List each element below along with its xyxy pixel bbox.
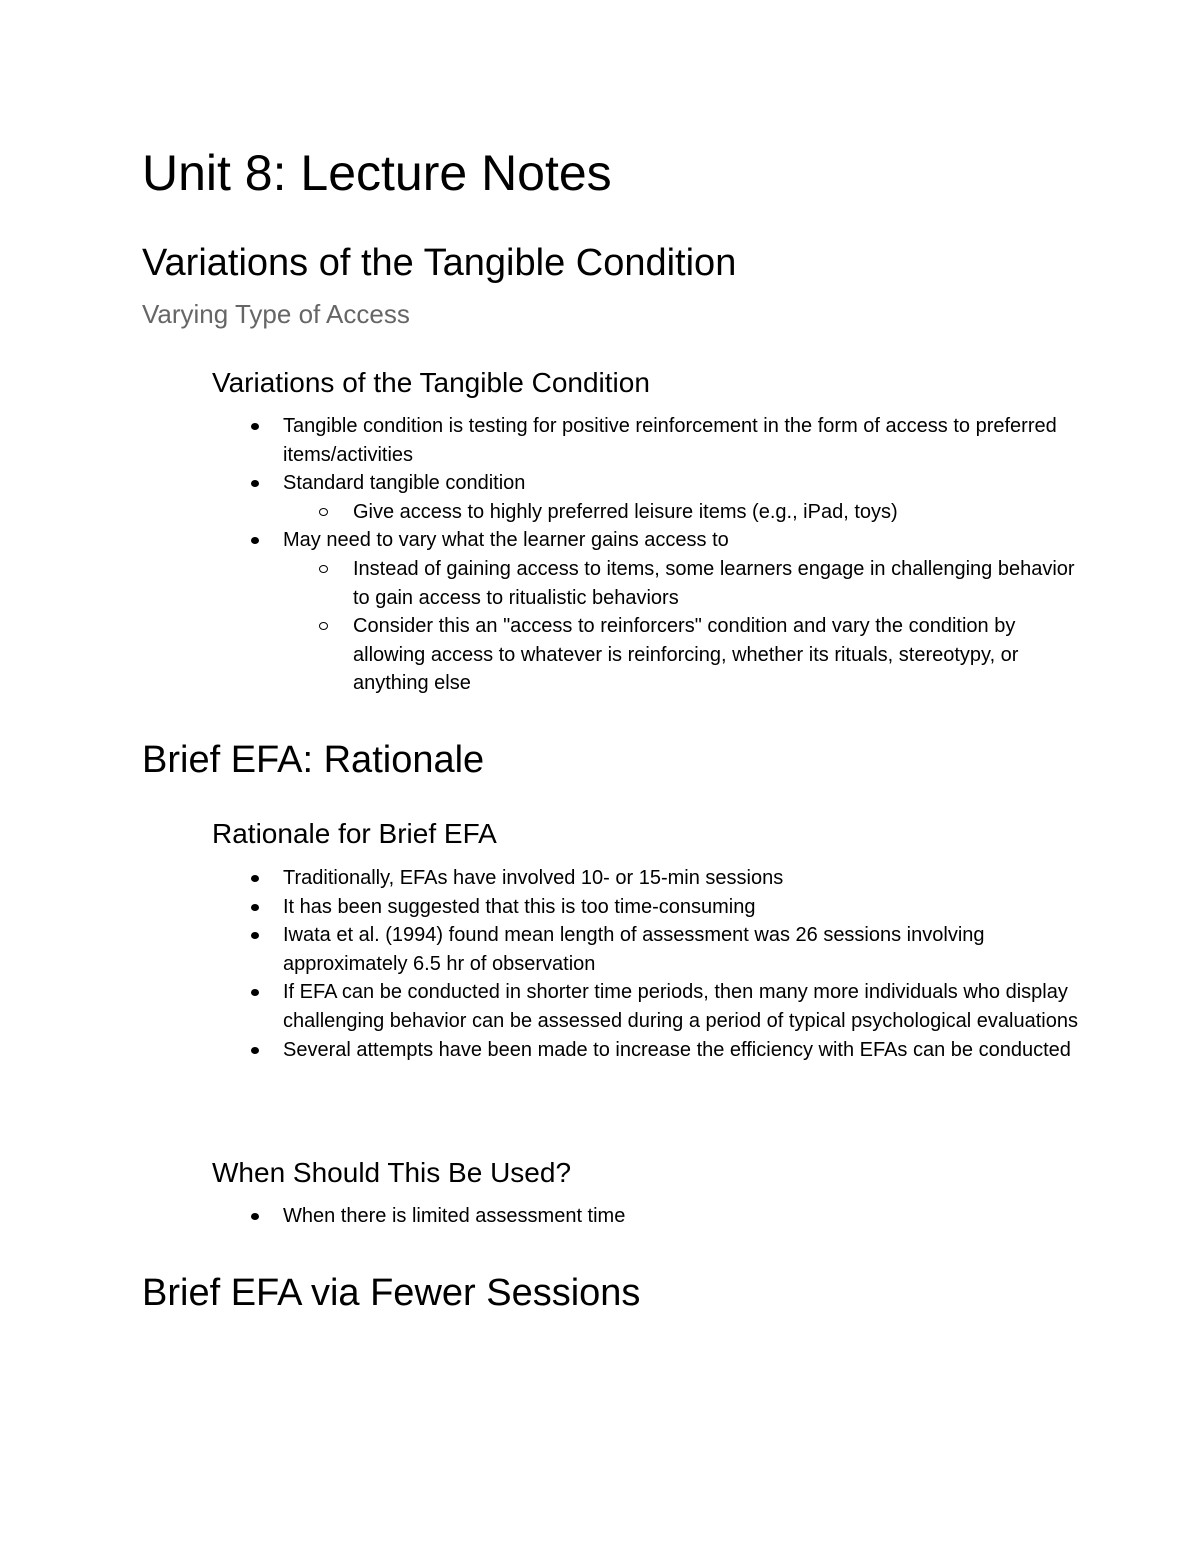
list-item-text: When there is limited assessment time (283, 1205, 626, 1227)
subsection-heading-tangible-variations: Variations of the Tangible Condition (212, 367, 650, 398)
list-item (0, 412, 1083, 469)
section-heading-tangible-variations: Variations of the Tangible Condition (142, 242, 737, 284)
sub-list-item (0, 555, 1083, 612)
subheading-varying-type-of-access: Varying Type of Access (142, 299, 410, 329)
subsection-heading-rationale: Rationale for Brief EFA (212, 818, 497, 849)
sub-list-item-text: Consider this an "access to reinforcers" condition and vary the condition by allowing access to whatever is reinforcing, whether its rituals, stereotypy, or anything else (353, 615, 1019, 695)
list-item-text: Iwata et al. (1994) found mean length of assessment was 26 sessions involving approximately 6.5 hr of observation (283, 924, 985, 975)
list-item (0, 1202, 1083, 1231)
list-item-text: May need to vary what the learner gains access to (283, 529, 729, 552)
list-item (0, 893, 1083, 922)
list-item (0, 526, 1083, 698)
list-item (0, 978, 1083, 1035)
sub-list (283, 498, 1083, 527)
list-item-text: It has been suggested that this is too time-consuming (283, 895, 756, 918)
rationale-bullet-list (0, 864, 1083, 1064)
page-title: Unit 8: Lecture Notes (142, 145, 612, 201)
sub-list (283, 555, 1083, 698)
section-heading-brief-efa-rationale: Brief EFA: Rationale (142, 739, 485, 781)
list-item-text: Several attempts have been made to increase the efficiency with EFAs can be conducted (283, 1038, 1071, 1061)
sub-list-item (0, 498, 1083, 527)
tangible-condition-bullet-list (0, 412, 1083, 698)
list-item-text: Traditionally, EFAs have involved 10- or 15-min sessions (283, 867, 784, 889)
list-item (0, 921, 1083, 978)
when-used-bullet-list (0, 1202, 1083, 1231)
list-item (0, 1036, 1083, 1065)
list-item (0, 469, 1083, 526)
sub-list-item (0, 612, 1083, 698)
list-item-text: Standard tangible condition (283, 472, 526, 495)
subsection-heading-when-used: When Should This Be Used? (212, 1157, 572, 1188)
list-item-text: Tangible condition is testing for positive reinforcement in the form of access to preferred items/activities (283, 415, 1057, 466)
sub-list-item-text: Instead of gaining access to items, some learners engage in challenging behavior to gain access to ritualistic behaviors (353, 557, 1075, 609)
section-heading-fewer-sessions: Brief EFA via Fewer Sessions (142, 1272, 641, 1314)
sub-list-item-text: Give access to highly preferred leisure items (e.g., iPad, toys) (353, 500, 898, 523)
list-item-text: If EFA can be conducted in shorter time periods, then many more individuals who display challenging behavior can be assessed during a period of typical psychological evaluations (283, 981, 1078, 1032)
list-item (0, 864, 1083, 893)
